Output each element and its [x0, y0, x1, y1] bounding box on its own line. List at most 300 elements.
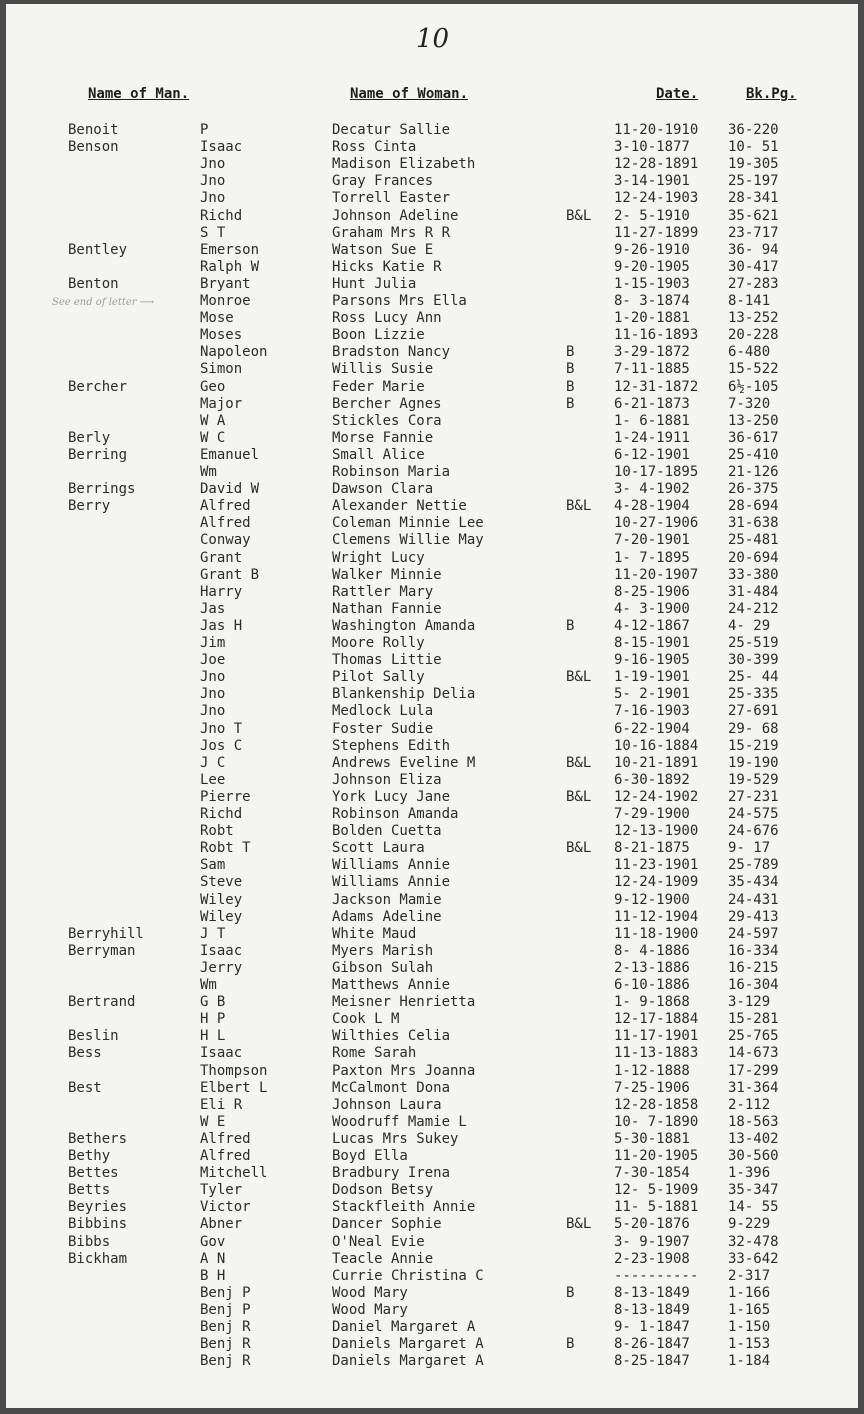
woman-name: Medlock Lula: [332, 703, 434, 720]
book-page: 15-281: [728, 1011, 779, 1028]
book-page: 1-184: [728, 1353, 771, 1370]
table-row: [6, 1097, 858, 1114]
book-page: 36-617: [728, 429, 779, 446]
marriage-date: 12-17-1884: [614, 1011, 699, 1028]
woman-name: Thomas Littie: [332, 652, 442, 669]
man-given-name: A N: [200, 1250, 226, 1267]
man-surname: Beslin: [68, 1028, 119, 1045]
man-given-name: Alfred: [200, 498, 251, 515]
marriage-date: 7-29-1900: [614, 806, 690, 822]
table-row: [6, 994, 858, 1011]
book-page: 24-431: [728, 891, 779, 908]
record-type: B: [566, 617, 575, 634]
book-page: 36- 94: [728, 241, 779, 258]
table-row: [6, 721, 858, 738]
man-surname: Berring: [68, 446, 128, 463]
table-row: [6, 1148, 858, 1165]
man-surname: Bettes: [68, 1165, 119, 1182]
book-page: 25-765: [728, 1028, 779, 1045]
table-row: [6, 977, 858, 994]
man-given-name: Napoleon: [200, 344, 268, 361]
woman-name: Moore Rolly: [332, 635, 425, 651]
table-row: [6, 379, 858, 396]
man-given-name: Richd: [200, 806, 243, 822]
table-row: [6, 1353, 858, 1370]
marriage-date: 11-23-1901: [614, 857, 699, 874]
table-row: [6, 225, 858, 242]
table-row: [6, 173, 858, 190]
man-given-name: Robt T: [200, 840, 251, 857]
book-page: 30-417: [728, 258, 779, 275]
man-given-name: W E: [200, 1113, 226, 1130]
woman-name: Willis Susie: [332, 361, 434, 378]
table-row: [6, 789, 858, 806]
record-type: B: [566, 344, 575, 361]
man-given-name: Isaac: [200, 942, 243, 959]
man-given-name: Mose: [200, 310, 234, 327]
marriage-date: 6-10-1886: [614, 977, 690, 993]
book-page: 35-434: [728, 874, 779, 891]
man-given-name: Jerry: [200, 959, 243, 976]
record-type: B&L: [566, 669, 592, 686]
man-given-name: Jno: [200, 669, 226, 686]
header-date: Date.: [656, 86, 699, 102]
marriage-date: 9-20-1905: [614, 258, 690, 275]
book-page: 25- 44: [728, 669, 779, 686]
woman-name: Gray Frances: [332, 173, 434, 190]
marriage-date: 12- 5-1909: [614, 1182, 699, 1199]
man-given-name: Monroe: [200, 293, 251, 309]
man-surname: Bercher: [68, 378, 128, 395]
table-row: [6, 1319, 858, 1336]
woman-name: Johnson Laura: [332, 1096, 442, 1113]
man-surname: Berry: [68, 498, 111, 515]
man-given-name: Isaac: [200, 139, 243, 156]
book-page: 16-215: [728, 959, 779, 976]
man-given-name: Moses: [200, 327, 243, 344]
book-page: 27-231: [728, 788, 779, 805]
table-row: [6, 190, 858, 207]
table-row: [6, 618, 858, 635]
book-page: 2-112: [728, 1096, 771, 1113]
man-given-name: Joe: [200, 652, 226, 669]
man-given-name: Benj P: [200, 1284, 251, 1301]
man-surname: Beyries: [68, 1199, 128, 1216]
book-page: 1-396: [728, 1165, 771, 1182]
man-given-name: J C: [200, 754, 226, 771]
table-row: [6, 550, 858, 567]
table-row: [6, 156, 858, 173]
book-page: 24-676: [728, 823, 779, 840]
marriage-date: 10-27-1906: [614, 515, 699, 532]
woman-name: Rome Sarah: [332, 1045, 417, 1062]
man-given-name: Victor: [200, 1199, 251, 1216]
man-given-name: Wm: [200, 464, 217, 480]
woman-name: Hunt Julia: [332, 275, 417, 292]
woman-name: Johnson Adeline: [332, 207, 459, 224]
man-given-name: Benj R: [200, 1336, 251, 1353]
man-given-name: Emerson: [200, 241, 260, 258]
book-page: 3-129: [728, 994, 771, 1011]
man-surname: Bethy: [68, 1148, 111, 1164]
marriage-date: 1-19-1901: [614, 669, 690, 686]
woman-name: Feder Marie: [332, 378, 425, 395]
man-given-name: Eli R: [200, 1096, 243, 1113]
man-given-name: David W: [200, 481, 260, 498]
marriage-date: 12-24-1903: [614, 190, 699, 207]
marriage-date: 1-20-1881: [614, 310, 690, 327]
marriage-date: 1- 7-1895: [614, 549, 690, 566]
woman-name: Robinson Maria: [332, 464, 451, 480]
woman-name: Stephens Edith: [332, 737, 451, 754]
book-page: 14- 55: [728, 1199, 779, 1216]
marriage-date: 8-13-1849: [614, 1301, 690, 1318]
book-page: 18-563: [728, 1113, 779, 1130]
record-type: B: [566, 1336, 575, 1353]
table-row: [6, 1251, 858, 1268]
book-page: 16-304: [728, 977, 779, 993]
table-row: [6, 464, 858, 481]
woman-name: Meisner Henrietta: [332, 994, 476, 1011]
ledger-page: [6, 4, 858, 1408]
book-page: 6-480: [728, 344, 771, 361]
man-given-name: Tyler: [200, 1182, 243, 1199]
man-given-name: Gov: [200, 1233, 226, 1250]
table-row: [6, 293, 858, 310]
marriage-date: 11-20-1905: [614, 1148, 699, 1164]
man-given-name: Isaac: [200, 1045, 243, 1062]
record-type: B: [566, 361, 575, 378]
book-page: 1-166: [728, 1284, 771, 1301]
woman-name: York Lucy Jane: [332, 788, 451, 805]
book-page: 26-375: [728, 481, 779, 498]
woman-name: Bradbury Irena: [332, 1165, 451, 1182]
book-page: 7-320: [728, 395, 771, 412]
book-page: 25-789: [728, 857, 779, 874]
marriage-date: 6-22-1904: [614, 720, 690, 737]
table-row: [6, 1131, 858, 1148]
table-row: [6, 1028, 858, 1045]
man-given-name: Jos C: [200, 737, 243, 754]
marriage-date: 10-16-1884: [614, 737, 699, 754]
woman-name: Dancer Sophie: [332, 1216, 442, 1233]
marriage-date: 3-10-1877: [614, 139, 690, 156]
book-page: 33-642: [728, 1250, 779, 1267]
table-row: [6, 874, 858, 891]
man-given-name: H L: [200, 1028, 226, 1045]
book-page: 35-347: [728, 1182, 779, 1199]
book-page: 30-399: [728, 652, 779, 669]
marriage-date: 2-23-1908: [614, 1250, 690, 1267]
book-page: 8-141: [728, 293, 771, 309]
marriage-date: 9-12-1900: [614, 891, 690, 908]
marriage-date: 1-12-1888: [614, 1062, 690, 1079]
margin-note: See end of letter ⟶: [52, 297, 155, 308]
man-given-name: Bryant: [200, 275, 251, 292]
marriage-date: 12-28-1858: [614, 1096, 699, 1113]
man-surname: Betts: [68, 1182, 111, 1199]
marriage-date: 10- 7-1890: [614, 1113, 699, 1130]
man-given-name: Alfred: [200, 1148, 251, 1164]
woman-name: Boyd Ella: [332, 1148, 408, 1164]
woman-name: Currie Christina C: [332, 1267, 484, 1284]
man-given-name: Wm: [200, 977, 217, 993]
man-given-name: Simon: [200, 361, 243, 378]
man-given-name: Thompson: [200, 1062, 268, 1079]
table-row: [6, 567, 858, 584]
woman-name: Wood Mary: [332, 1284, 408, 1301]
book-page: 25-481: [728, 532, 779, 549]
man-surname: Bethers: [68, 1130, 128, 1147]
man-surname: Bibbins: [68, 1216, 128, 1233]
book-page: 4- 29: [728, 617, 771, 634]
marriage-date: 4-28-1904: [614, 498, 690, 515]
man-given-name: Ralph W: [200, 258, 260, 275]
book-page: 32-478: [728, 1233, 779, 1250]
woman-name: Bolden Cuetta: [332, 823, 442, 840]
book-page: 2-317: [728, 1267, 771, 1284]
marriage-date: 1- 6-1881: [614, 412, 690, 429]
marriage-date: 8- 3-1874: [614, 293, 690, 309]
table-row: [6, 327, 858, 344]
marriage-date: 6-12-1901: [614, 446, 690, 463]
marriage-date: 1- 9-1868: [614, 994, 690, 1011]
man-given-name: Sam: [200, 857, 226, 874]
marriage-date: 11- 5-1881: [614, 1199, 699, 1216]
man-given-name: Jno: [200, 686, 226, 703]
woman-name: Alexander Nettie: [332, 498, 467, 515]
man-given-name: Jno: [200, 190, 226, 207]
book-page: 13-252: [728, 310, 779, 327]
woman-name: Lucas Mrs Sukey: [332, 1130, 459, 1147]
book-page: 19-529: [728, 771, 779, 788]
header-name-of-man: Name of Man.: [88, 86, 190, 102]
book-page: 31-484: [728, 583, 779, 600]
table-row: [6, 276, 858, 293]
marriage-date: 11-13-1883: [614, 1045, 699, 1062]
marriage-date: 2-13-1886: [614, 959, 690, 976]
marriage-date: 7-25-1906: [614, 1079, 690, 1096]
table-row: [6, 259, 858, 276]
record-type: B&L: [566, 788, 592, 805]
woman-name: Bercher Agnes: [332, 395, 442, 412]
book-page: 25-519: [728, 635, 779, 651]
record-type: B&L: [566, 754, 592, 771]
record-type: B: [566, 395, 575, 412]
table-row: [6, 1234, 858, 1251]
marriage-records-list: [6, 4, 858, 1408]
table-row: [6, 1011, 858, 1028]
book-page: 30-560: [728, 1148, 779, 1164]
marriage-date: 6-21-1873: [614, 395, 690, 412]
marriage-date: 12-13-1900: [614, 823, 699, 840]
man-given-name: Alfred: [200, 515, 251, 532]
marriage-date: 9- 1-1847: [614, 1319, 690, 1335]
woman-name: Decatur Sallie: [332, 122, 451, 138]
man-given-name: W C: [200, 429, 226, 446]
book-page: 13-250: [728, 412, 779, 429]
marriage-date: 10-21-1891: [614, 754, 699, 771]
table-row: [6, 686, 858, 703]
marriage-date: 12-28-1891: [614, 156, 699, 173]
marriage-date: 7-30-1854: [614, 1165, 690, 1182]
woman-name: Boon Lizzie: [332, 327, 425, 344]
woman-name: Johnson Eliza: [332, 771, 442, 788]
book-page: 19-190: [728, 754, 779, 771]
marriage-date: ----------: [614, 1267, 699, 1284]
man-given-name: Abner: [200, 1216, 243, 1233]
man-given-name: Jno: [200, 173, 226, 190]
book-page: 24-597: [728, 925, 779, 942]
table-row: [6, 635, 858, 652]
marriage-date: 10-17-1895: [614, 464, 699, 480]
record-type: B&L: [566, 840, 592, 857]
book-page: 24-212: [728, 600, 779, 617]
man-given-name: Steve: [200, 874, 243, 891]
man-given-name: Grant: [200, 549, 243, 566]
marriage-date: 1-15-1903: [614, 275, 690, 292]
woman-name: Wood Mary: [332, 1301, 408, 1318]
woman-name: Adams Adeline: [332, 908, 442, 925]
book-page: 19-305: [728, 156, 779, 173]
marriage-date: 7-11-1885: [614, 361, 690, 378]
table-row: [6, 857, 858, 874]
woman-name: Stackfleith Annie: [332, 1199, 476, 1216]
book-page: 29- 68: [728, 720, 779, 737]
woman-name: Myers Marish: [332, 942, 434, 959]
woman-name: Teacle Annie: [332, 1250, 434, 1267]
man-given-name: S T: [200, 224, 226, 241]
book-page: 25-197: [728, 173, 779, 190]
book-page: 9- 17: [728, 840, 771, 857]
table-row: [6, 344, 858, 361]
table-row: [6, 943, 858, 960]
table-row: [6, 840, 858, 857]
woman-name: Matthews Annie: [332, 977, 451, 993]
marriage-date: 3- 4-1902: [614, 481, 690, 498]
table-row: [6, 738, 858, 755]
woman-name: Torrell Easter: [332, 190, 451, 207]
woman-name: Pilot Sally: [332, 669, 425, 686]
woman-name: Parsons Mrs Ella: [332, 293, 467, 309]
woman-name: Hicks Katie R: [332, 258, 442, 275]
header-name-of-woman: Name of Woman.: [350, 86, 469, 102]
woman-name: Coleman Minnie Lee: [332, 515, 484, 532]
table-row: [6, 806, 858, 823]
book-page: 1-165: [728, 1301, 771, 1318]
woman-name: Jackson Mamie: [332, 891, 442, 908]
woman-name: Clemens Willie May: [332, 532, 484, 549]
table-row: [6, 310, 858, 327]
marriage-date: 11-17-1901: [614, 1028, 699, 1045]
woman-name: Williams Annie: [332, 857, 451, 874]
marriage-date: 8-26-1847: [614, 1336, 690, 1353]
table-row: [6, 430, 858, 447]
marriage-date: 1-24-1911: [614, 429, 690, 446]
table-row: [6, 1045, 858, 1062]
marriage-date: 8-25-1847: [614, 1353, 690, 1370]
book-page: 20-694: [728, 549, 779, 566]
woman-name: Daniels Margaret A: [332, 1336, 484, 1353]
marriage-date: 8-25-1906: [614, 583, 690, 600]
table-row: [6, 652, 858, 669]
woman-name: Washington Amanda: [332, 617, 476, 634]
marriage-date: 11-16-1893: [614, 327, 699, 344]
marriage-date: 9-26-1910: [614, 241, 690, 258]
man-surname: Benton: [68, 275, 119, 292]
marriage-date: 8-21-1875: [614, 840, 690, 857]
marriage-date: 2- 5-1910: [614, 207, 690, 224]
book-page: 9-229: [728, 1216, 771, 1233]
man-given-name: Lee: [200, 771, 226, 788]
man-given-name: Benj P: [200, 1301, 251, 1318]
book-page: 25-410: [728, 446, 779, 463]
book-page: 21-126: [728, 464, 779, 480]
woman-name: Dodson Betsy: [332, 1182, 434, 1199]
man-given-name: Benj R: [200, 1353, 251, 1370]
woman-name: Blankenship Delia: [332, 686, 476, 703]
man-given-name: B H: [200, 1267, 226, 1284]
table-row: [6, 909, 858, 926]
marriage-date: 12-24-1909: [614, 874, 699, 891]
book-page: 24-575: [728, 806, 779, 822]
book-page: 25-335: [728, 686, 779, 703]
table-row: [6, 892, 858, 909]
marriage-date: 11-18-1900: [614, 925, 699, 942]
man-given-name: Jno: [200, 703, 226, 720]
table-row: [6, 532, 858, 549]
marriage-date: 11-12-1904: [614, 908, 699, 925]
record-type: B: [566, 1284, 575, 1301]
record-type: B&L: [566, 1216, 592, 1233]
table-row: [6, 823, 858, 840]
woman-name: Nathan Fannie: [332, 600, 442, 617]
woman-name: Foster Sudie: [332, 720, 434, 737]
table-row: [6, 1080, 858, 1097]
book-page: 15-522: [728, 361, 779, 378]
man-given-name: Benj R: [200, 1319, 251, 1335]
marriage-date: 11-20-1910: [614, 122, 699, 138]
table-row: [6, 1114, 858, 1131]
table-row: [6, 122, 858, 139]
woman-name: Ross Lucy Ann: [332, 310, 442, 327]
woman-name: Stickles Cora: [332, 412, 442, 429]
table-row: [6, 481, 858, 498]
marriage-date: 6-30-1892: [614, 771, 690, 788]
man-given-name: Grant B: [200, 566, 260, 583]
table-row: [6, 361, 858, 378]
man-given-name: Harry: [200, 583, 243, 600]
woman-name: Small Alice: [332, 446, 425, 463]
table-row: [6, 208, 858, 225]
man-surname: Bertrand: [68, 994, 136, 1011]
table-row: [6, 755, 858, 772]
marriage-date: 3- 9-1907: [614, 1233, 690, 1250]
marriage-date: 12-24-1902: [614, 788, 699, 805]
marriage-date: 7-16-1903: [614, 703, 690, 720]
table-row: [6, 447, 858, 464]
marriage-date: 9-16-1905: [614, 652, 690, 669]
book-page: 14-673: [728, 1045, 779, 1062]
book-page: 35-621: [728, 207, 779, 224]
man-given-name: Jim: [200, 635, 226, 651]
book-page: 28-341: [728, 190, 779, 207]
man-given-name: Jno: [200, 156, 226, 173]
man-surname: Bickham: [68, 1250, 128, 1267]
marriage-date: 11-20-1907: [614, 566, 699, 583]
table-row: [6, 498, 858, 515]
woman-name: Madison Elizabeth: [332, 156, 476, 173]
